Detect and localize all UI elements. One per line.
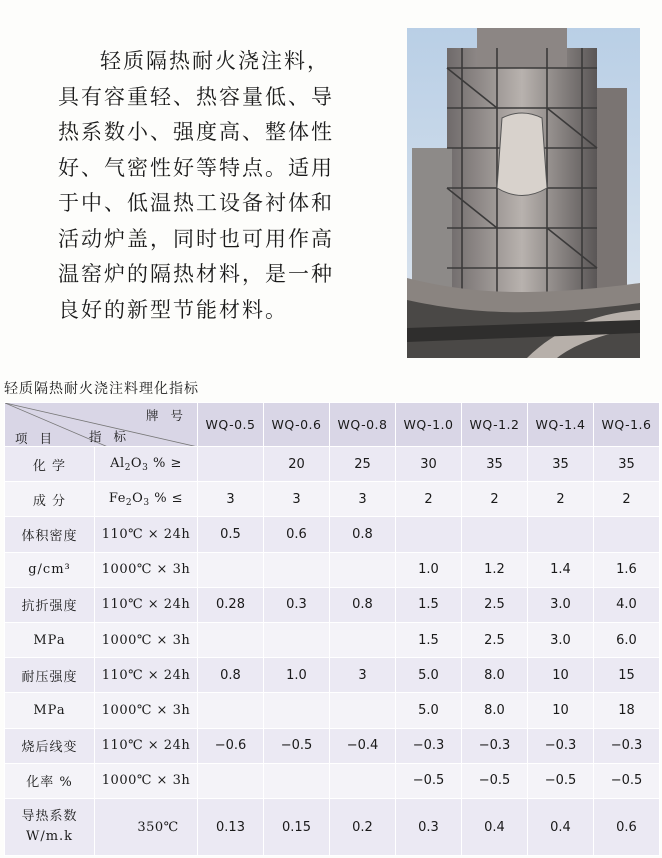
table-row <box>5 447 660 482</box>
table-cell: 0.6 <box>264 517 330 552</box>
table-cell: 1.4 <box>528 552 594 587</box>
table-row <box>5 552 660 587</box>
table-row <box>5 623 660 658</box>
cond-part: % ≤ <box>149 490 184 506</box>
table-cell <box>462 517 528 552</box>
row-item-label: 耐压强度 <box>5 658 95 693</box>
table-cell: 1.5 <box>396 623 462 658</box>
cond-part: Fe <box>108 490 126 506</box>
row-item-label: 化 学 <box>5 447 95 482</box>
header-item-label: 项 目 <box>15 431 56 446</box>
table-cell: −0.5 <box>264 728 330 763</box>
row-item-label: 成 分 <box>5 482 95 517</box>
header-brand-label: 牌 号 <box>146 408 187 423</box>
table-cell: 1.0 <box>264 658 330 693</box>
cond-subscript: 3 <box>143 497 150 508</box>
table-cell: −0.6 <box>198 728 264 763</box>
table-row <box>5 799 660 856</box>
cond-part: Al <box>110 455 125 471</box>
row-item-label-line: 导热系数 <box>21 809 78 825</box>
row-condition <box>95 482 198 517</box>
table-cell <box>330 623 396 658</box>
cond-part: % ≥ <box>148 455 182 471</box>
table-cell: 0.3 <box>264 587 330 622</box>
intro-line: 轻质隔热耐火浇注料， <box>100 49 330 73</box>
table-row <box>5 658 660 693</box>
intro-line: 于中、低温热工设备衬体和 <box>58 191 334 215</box>
table-cell: 3.0 <box>528 623 594 658</box>
row-item-label <box>5 799 95 856</box>
intro-line: 好、气密性好等特点。适用 <box>58 155 334 180</box>
table-cell: 35 <box>594 447 660 482</box>
table-cell: 0.13 <box>198 799 264 856</box>
row-item-unit: W/m.k <box>25 829 74 845</box>
table-cell: 2 <box>396 482 462 517</box>
intro-line: 热系数小、强度高、整体性 <box>58 120 334 144</box>
table-cell: 1.0 <box>396 552 462 587</box>
row-item-label: 化率 % <box>5 763 95 798</box>
table-cell: 8.0 <box>462 658 528 693</box>
row-condition: 110℃ × 24h <box>95 517 198 552</box>
row-condition: 1000℃ × 3h <box>95 763 198 798</box>
grade-header: WQ-1.6 <box>594 403 660 447</box>
table-cell: 4.0 <box>594 587 660 622</box>
intro-line: 具有容重轻、热容量低、导 <box>58 84 334 109</box>
row-condition: 350℃ <box>95 799 198 856</box>
row-condition: 110℃ × 24h <box>95 658 198 693</box>
table-cell: −0.4 <box>330 728 396 763</box>
table-cell: 0.8 <box>330 517 396 552</box>
table-cell: −0.5 <box>528 763 594 798</box>
table-cell: −0.3 <box>528 728 594 763</box>
grade-header: WQ-0.8 <box>330 403 396 447</box>
table-cell: 20 <box>264 447 330 482</box>
table-cell <box>594 517 660 552</box>
table-row <box>5 517 660 552</box>
cond-part: O <box>132 490 144 506</box>
table-cell: 1.5 <box>396 587 462 622</box>
table-header-row <box>5 403 660 447</box>
cond-subscript: 2 <box>125 497 133 508</box>
row-item-label: 抗折强度 <box>5 587 95 622</box>
table-cell: 2.5 <box>462 623 528 658</box>
grade-header: WQ-0.5 <box>198 403 264 447</box>
table-cell <box>396 517 462 552</box>
intro-line: 温窑炉的隔热材料，是一种 <box>58 262 334 286</box>
table-cell: −0.5 <box>594 763 660 798</box>
table-cell: −0.3 <box>594 728 660 763</box>
table-cell: 10 <box>528 693 594 728</box>
cond-subscript: 3 <box>142 462 149 473</box>
table-row <box>5 587 660 622</box>
table-cell: 15 <box>594 658 660 693</box>
table-cell <box>198 623 264 658</box>
table-cell: 0.2 <box>330 799 396 856</box>
table-cell: 0.4 <box>528 799 594 856</box>
row-condition: 110℃ × 24h <box>95 728 198 763</box>
table-cell: 2 <box>462 482 528 517</box>
table-cell: 18 <box>594 693 660 728</box>
table-cell: 35 <box>528 447 594 482</box>
table-row <box>5 482 660 517</box>
table-cell: 3 <box>330 482 396 517</box>
cond-subscript: 2 <box>124 462 131 473</box>
table-cell: 2.5 <box>462 587 528 622</box>
table-row <box>5 693 660 728</box>
table-cell <box>264 552 330 587</box>
table-cell <box>264 763 330 798</box>
row-item-label: g/cm³ <box>5 552 95 587</box>
row-item-label: MPa <box>5 693 95 728</box>
table-cell: −0.5 <box>462 763 528 798</box>
table-cell: 25 <box>330 447 396 482</box>
row-condition: 1000℃ × 3h <box>95 552 198 587</box>
row-condition: 1000℃ × 3h <box>95 623 198 658</box>
row-condition: 110℃ × 24h <box>95 587 198 622</box>
table-cell: −0.3 <box>462 728 528 763</box>
table-cell <box>330 763 396 798</box>
table-cell: 0.5 <box>198 517 264 552</box>
table-cell: 0.4 <box>462 799 528 856</box>
table-cell: 0.3 <box>396 799 462 856</box>
table-cell: 35 <box>462 447 528 482</box>
table-cell <box>264 623 330 658</box>
table-row <box>5 728 660 763</box>
intro-paragraph <box>58 44 398 328</box>
table-cell: 1.6 <box>594 552 660 587</box>
table-cell: 0.8 <box>198 658 264 693</box>
table-cell: 5.0 <box>396 693 462 728</box>
header-index-label: 指 标 <box>89 429 130 444</box>
row-condition <box>95 447 198 482</box>
table-cell: 3 <box>264 482 330 517</box>
table-cell: 8.0 <box>462 693 528 728</box>
table-cell <box>330 552 396 587</box>
table-cell: 6.0 <box>594 623 660 658</box>
grade-header: WQ-0.6 <box>264 403 330 447</box>
table-row <box>5 763 660 798</box>
table-cell: 3.0 <box>528 587 594 622</box>
intro-line: 活动炉盖，同时也可用作高 <box>58 226 334 251</box>
table-cell <box>198 447 264 482</box>
grade-header: WQ-1.0 <box>396 403 462 447</box>
row-item-label: 烧后线变 <box>5 728 95 763</box>
table-cell: 1.2 <box>462 552 528 587</box>
table-cell <box>198 763 264 798</box>
table-title: 轻质隔热耐火浇注料理化指标 <box>4 381 199 397</box>
properties-table <box>4 402 660 856</box>
table-cell: 3 <box>198 482 264 517</box>
table-cell: 2 <box>528 482 594 517</box>
grade-header: WQ-1.2 <box>462 403 528 447</box>
cond-part: O <box>130 455 143 471</box>
table-cell: −0.5 <box>396 763 462 798</box>
table-cell <box>330 693 396 728</box>
table-cell: −0.3 <box>396 728 462 763</box>
table-cell: 10 <box>528 658 594 693</box>
table-cell <box>198 693 264 728</box>
table-cell: 0.15 <box>264 799 330 856</box>
table-cell: 2 <box>594 482 660 517</box>
row-item-label: MPa <box>5 623 95 658</box>
table-cell: 0.6 <box>594 799 660 856</box>
grade-header: WQ-1.4 <box>528 403 594 447</box>
table-cell <box>264 693 330 728</box>
intro-line: 良好的新型节能材料。 <box>58 297 288 322</box>
row-condition: 1000℃ × 3h <box>95 693 198 728</box>
table-cell: 0.28 <box>198 587 264 622</box>
table-cell: 3 <box>330 658 396 693</box>
header-corner-cell <box>5 403 198 447</box>
table-cell: 30 <box>396 447 462 482</box>
table-cell: 5.0 <box>396 658 462 693</box>
row-item-label: 体积密度 <box>5 517 95 552</box>
table-cell <box>198 552 264 587</box>
table-cell: 0.8 <box>330 587 396 622</box>
industrial-plant-photo <box>407 28 640 358</box>
table-cell <box>528 517 594 552</box>
